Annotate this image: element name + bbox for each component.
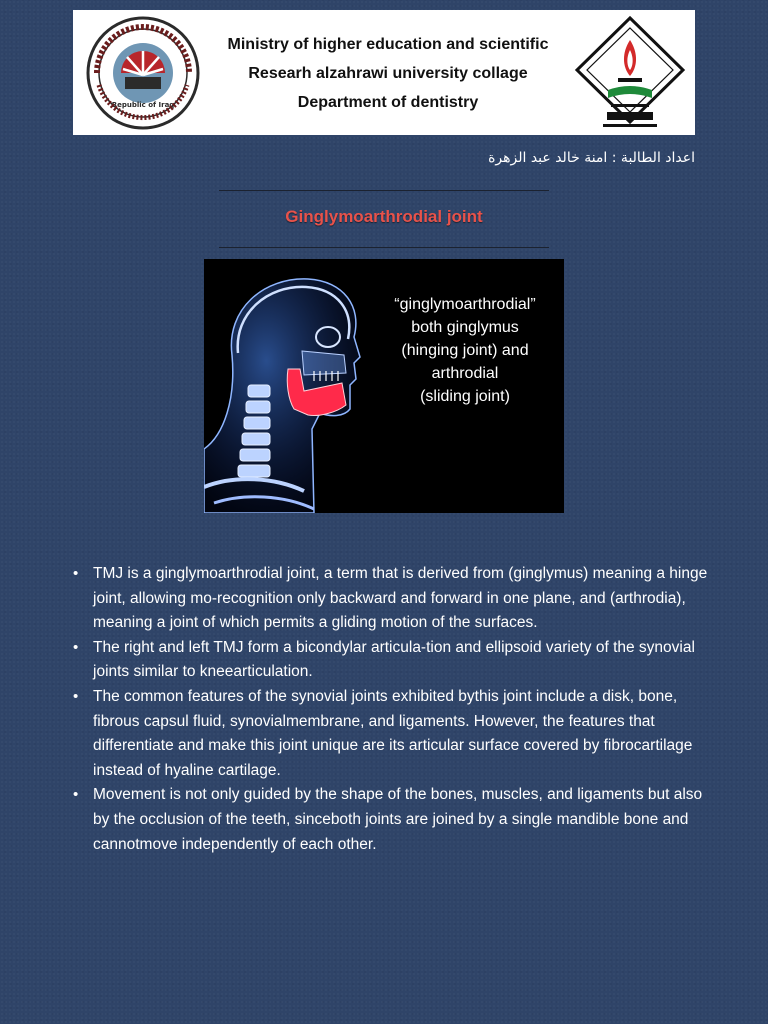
list-item-text: The common features of the synovial joints exhibited bythis joint include a disk, bone, fibrous capsul fluid, synovialmembrane, and ligaments. However, the features that differentiate and make this joint unique are its articular surface covered by fibrocartilage instead of hyaline cartilage. [93,687,693,779]
figure-caption-line: “ginglymoarthrodial” [394,296,536,313]
title-rule-top [219,190,549,191]
bullet-icon: • [73,565,79,582]
figure-caption-line: (sliding joint) [420,388,510,405]
list-item [73,562,713,636]
list-item-text: Movement is not only guided by the shape of the bones, muscles, and ligaments but also by the occlusion of the teeth, sinceboth joints are joined by a single mandible bone and cannotmove independently of each other. [93,786,703,853]
header-line-2: Researh alzahrawi university collage [248,65,528,82]
list-item [73,685,713,783]
title-rule-bottom [219,247,549,248]
bullet-icon: • [73,687,79,705]
list-item-text: TMJ is a ginglymoarthrodial joint, a term that is derived from (ginglymus) meaning a hinge joint, allowing mo-recognition only backward and forward in one plane, and (arthrodia), meaning a joint of which permits a gliding motion of the surfaces. [93,565,708,632]
xray-figure [204,259,564,513]
figure-caption-line: both ginglymus [411,319,519,336]
page-title: Ginglymoarthrodial joint [285,207,483,226]
svg-text:Republic of Iraq: Republic of Iraq [111,101,175,109]
bullet-icon: • [73,638,79,656]
list-item-text: The right and left TMJ form a bicondylar articula-tion and ellipsoid variety of the synovial joints similar to kneearticulation. [93,638,695,681]
bullet-list [73,562,713,857]
figure-caption-line: arthrodial [431,365,499,382]
header-line-3: Department of dentistry [297,94,479,111]
ministry-seal-icon [83,15,203,131]
figure-caption [369,293,561,408]
figure-caption-line: (hinging joint) and [401,342,529,359]
bullet-icon: • [73,786,79,804]
list-item [73,783,713,857]
list-item [73,636,713,685]
college-logo-icon [573,14,688,132]
header-text [205,30,571,117]
header-banner [73,10,695,135]
header-line-1: Ministry of higher education and scientific [227,36,549,53]
author-line: اعداد الطالبة : امنة خالد عبد الزهرة [488,150,695,166]
